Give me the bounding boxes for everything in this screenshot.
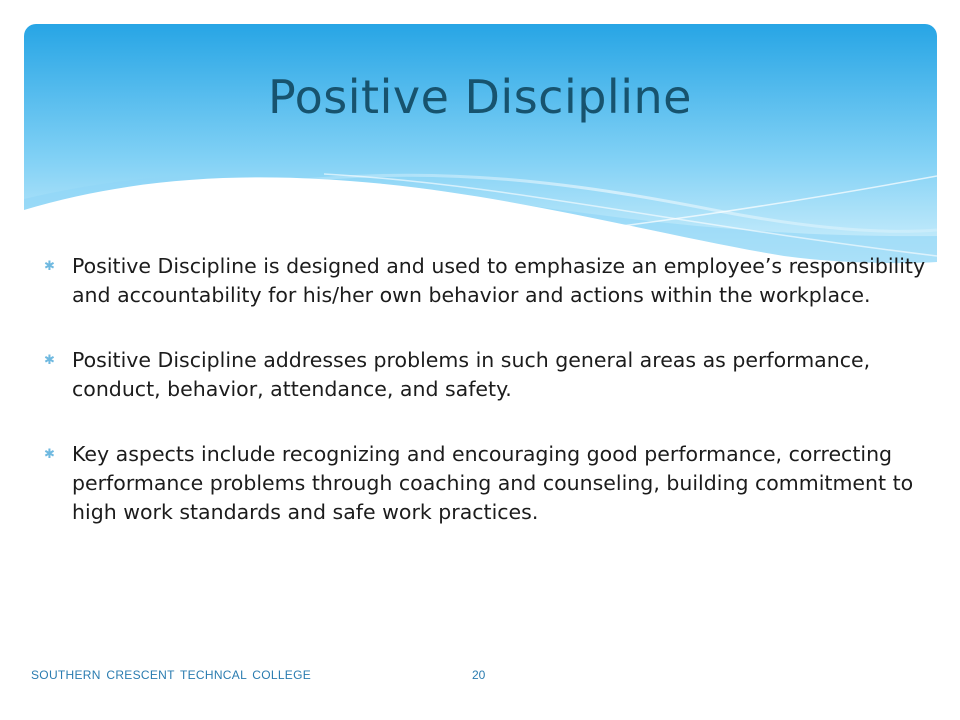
asterisk-bullet-icon: ✱ [44,259,55,274]
footer-college-name: SOUTHERN CRESCENT TECHNCAL COLLEGE [31,668,312,682]
page-number: 20 [472,668,486,682]
bullet-text: Positive Discipline addresses problems in such general areas as performance, conduct, behavior, attendance, and safety. [72,348,871,401]
header-wave-graphic [24,24,937,264]
bullet-text: Key aspects include recognizing and encouraging good performance, correcting performance problems through coaching and counseling, building commitment to high work standards and safe work practices. [72,442,914,524]
asterisk-bullet-icon: ✱ [44,447,55,462]
bullet-item [44,346,934,404]
bullet-item [44,252,934,310]
slide-title: Positive Discipline [268,70,692,124]
bullet-list [44,252,934,563]
bullet-item [44,440,934,527]
bullet-text: Positive Discipline is designed and used to emphasize an employee’s responsibility and accountability for his/her own behavior and actions within the workplace. [72,254,926,307]
asterisk-bullet-icon: ✱ [44,353,55,368]
header-banner [24,24,937,264]
